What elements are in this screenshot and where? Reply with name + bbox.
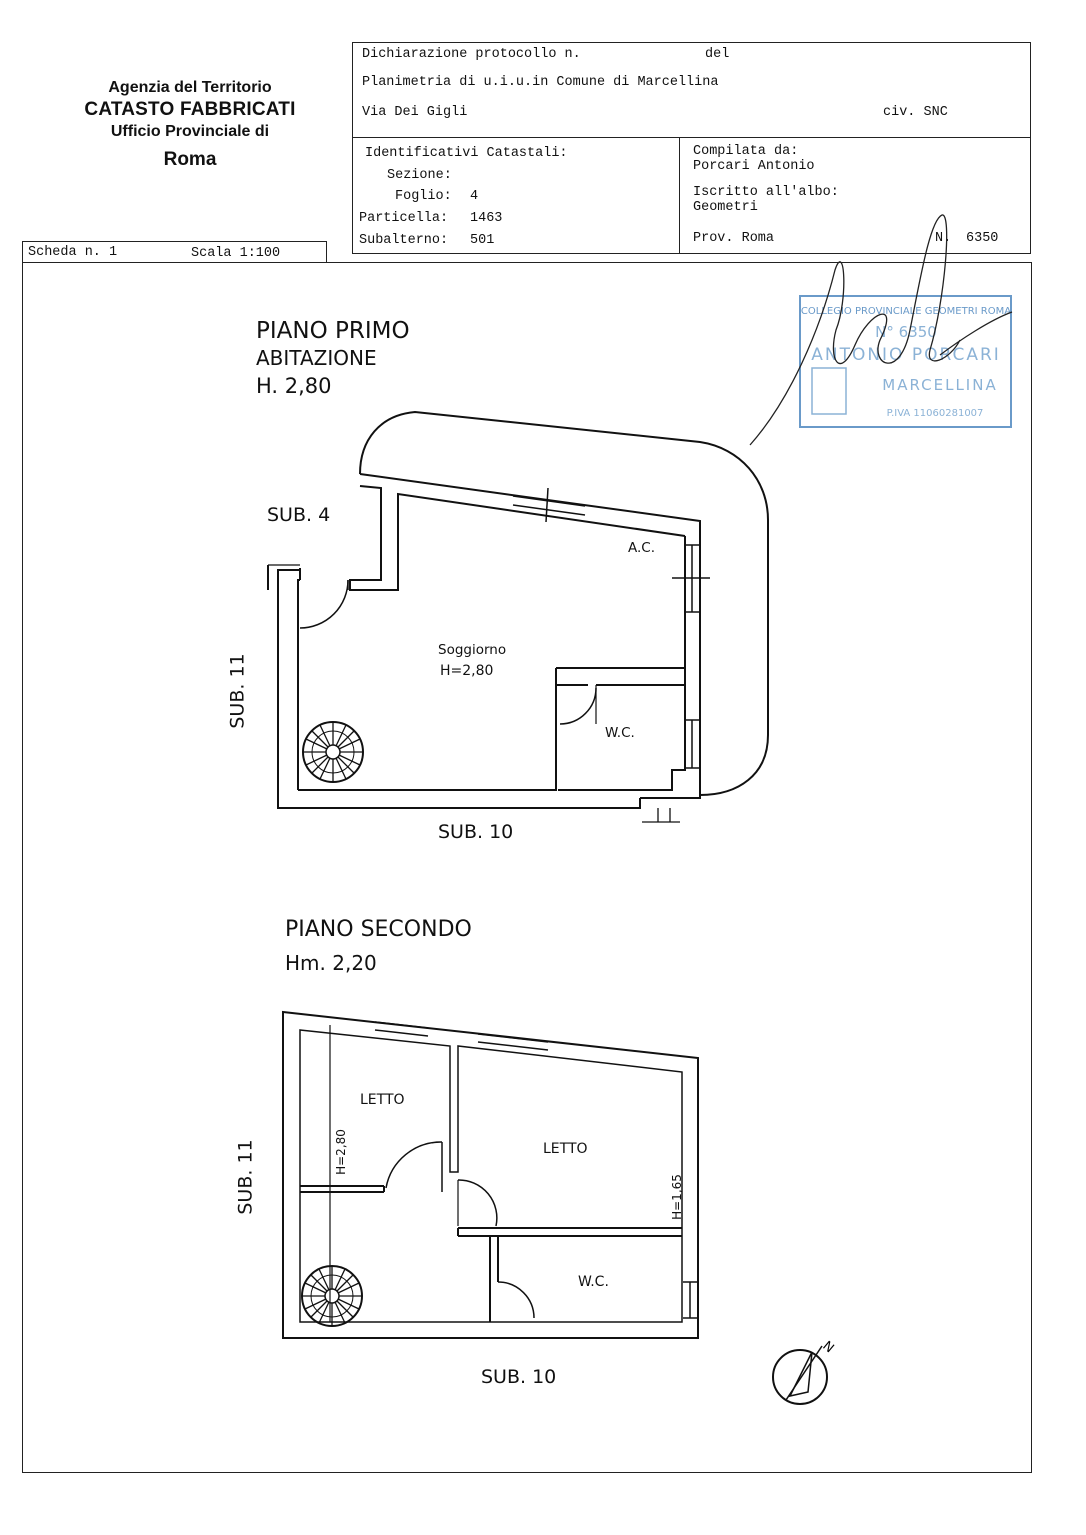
compass-label: N: [819, 1338, 837, 1357]
svg-text:P.IVA 11060281007: P.IVA 11060281007: [886, 408, 984, 419]
floor1-sub-bottom: SUB. 10: [438, 821, 514, 843]
room-letto-1: LETTO: [360, 1092, 405, 1108]
spiral-staircase-icon: [303, 722, 363, 782]
protocol-label: Dichiarazione protocollo n.: [362, 47, 581, 62]
ufficio-label: Ufficio Provinciale di: [110, 122, 270, 140]
n-value: 6350: [966, 231, 999, 246]
room-wc-floor2: W.C.: [578, 1274, 609, 1290]
catasto-title: CATASTO FABBRICATI: [84, 99, 296, 120]
room-soggiorno: Soggiorno: [438, 642, 507, 658]
svg-text:ANTONIO PORCARI: ANTONIO PORCARI: [811, 345, 1001, 365]
protocol-del: del: [705, 47, 730, 62]
address-text: Via Dei Gigli: [362, 105, 468, 120]
room-soggiorno-height: H=2,80: [440, 663, 494, 679]
room-wc-floor1: W.C.: [605, 725, 635, 741]
floor2-sub-left: SUB. 11: [234, 1139, 257, 1215]
identificativi-title: Identificativi Catastali:: [365, 146, 568, 161]
room-ac: A.C.: [628, 540, 656, 556]
foglio-value: 4: [470, 189, 479, 204]
provincia-name: Roma: [163, 148, 217, 170]
svg-text:COLLEGIO PROVINCIALE GEOMETRI: COLLEGIO PROVINCIALE GEOMETRI ROMA: [800, 306, 1012, 317]
scheda-label: Scheda n. 1: [28, 245, 118, 260]
spiral-staircase-icon: [302, 1266, 362, 1326]
floor2-title: PIANO SECONDO: [285, 917, 472, 942]
height-label-left: H=2,80: [333, 1129, 348, 1175]
compilata-title: Compilata da:: [693, 144, 799, 159]
room-letto-2: LETTO: [543, 1141, 588, 1157]
particella-value: 1463: [470, 211, 503, 226]
scala-label: Scala 1:100: [191, 246, 281, 261]
particella-label: Particella:: [359, 211, 449, 226]
compass-north-icon: [773, 1346, 827, 1404]
floor1-height: H. 2,80: [256, 374, 332, 398]
albo-value: Geometri: [693, 200, 758, 215]
agency-name: Agenzia del Territorio: [108, 79, 272, 96]
subalterno-value: 501: [470, 233, 495, 248]
n-label: N.: [935, 231, 952, 246]
prov-label: Prov. Roma: [693, 231, 775, 246]
foglio-label: Foglio:: [395, 189, 452, 204]
floor1-sub-left: SUB. 11: [226, 653, 249, 729]
planimetria-text: Planimetria di u.i.u.in Comune di Marcellina: [362, 75, 719, 90]
svg-text:MARCELLINA: MARCELLINA: [882, 376, 998, 394]
civ-text: civ. SNC: [883, 105, 948, 120]
sezione-label: Sezione:: [387, 168, 452, 183]
compilata-name: Porcari Antonio: [693, 159, 815, 174]
subalterno-label: Subalterno:: [359, 233, 449, 248]
surveyor-stamp: [800, 296, 1011, 427]
iscritto-label: Iscritto all'albo:: [693, 185, 839, 200]
floor2-sub-bottom: SUB. 10: [481, 1366, 557, 1388]
floor1-sub-top: SUB. 4: [267, 504, 331, 526]
floor1-plan: [268, 412, 768, 822]
floor1-subtitle: ABITAZIONE: [256, 346, 377, 370]
floor1-title: PIANO PRIMO: [256, 318, 410, 344]
svg-text:N° 6350: N° 6350: [875, 323, 937, 341]
height-label-right: H=1,65: [669, 1174, 684, 1220]
floor2-height: Hm. 2,20: [285, 951, 377, 975]
